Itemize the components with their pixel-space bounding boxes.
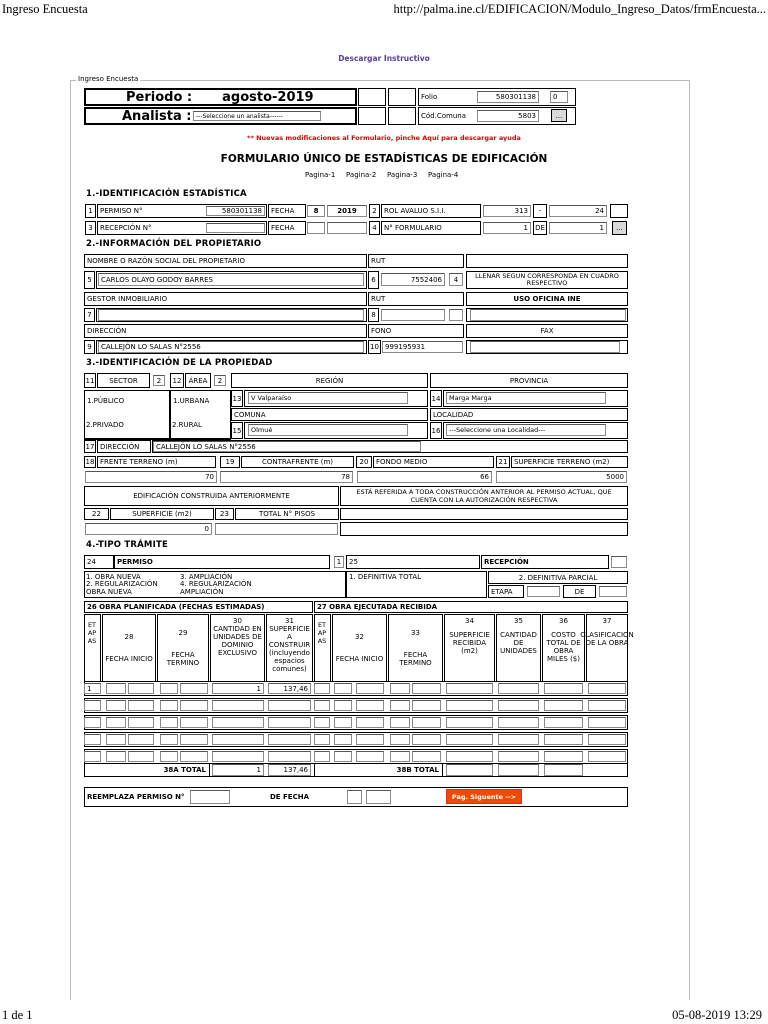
field-number-23: 23 bbox=[215, 508, 234, 520]
field-number-21: 21 bbox=[496, 456, 510, 468]
row-2-cell-9-input[interactable] bbox=[334, 700, 352, 711]
recepcion-tramite-input[interactable] bbox=[611, 556, 627, 568]
row-3-cell-4-input[interactable] bbox=[160, 717, 178, 728]
field-number-13: 13 bbox=[231, 390, 243, 407]
row-3-cell-10-input[interactable] bbox=[356, 717, 384, 728]
rol-separator: - bbox=[533, 204, 547, 218]
sector-label: SECTOR bbox=[97, 373, 150, 388]
col-29-label: FECHA TERMINO bbox=[166, 651, 200, 667]
row-3-cell-6-input[interactable] bbox=[212, 717, 264, 728]
col-30 bbox=[210, 614, 265, 682]
row-1-cell-3-input[interactable] bbox=[128, 683, 154, 694]
row-5-cell-10-input[interactable] bbox=[356, 751, 384, 762]
row-2-cell-15-input[interactable] bbox=[544, 700, 583, 711]
periodo-label: Periodo : bbox=[126, 89, 193, 105]
row-2-cell-6-input[interactable] bbox=[212, 700, 264, 711]
recepcion-input[interactable] bbox=[206, 223, 265, 233]
row-2-cell-13-input[interactable] bbox=[446, 700, 493, 711]
row-5-cell-1-input[interactable] bbox=[84, 751, 101, 762]
row-2-cell-10-input[interactable] bbox=[356, 700, 384, 711]
etapas-col-header-2 bbox=[314, 614, 331, 682]
download-instructions-link[interactable]: Descargar Instructivo bbox=[338, 54, 430, 63]
superficie-terreno-input[interactable]: 5000 bbox=[496, 471, 627, 483]
col-28 bbox=[102, 614, 156, 682]
col-37 bbox=[580, 614, 634, 682]
row-4-cell-11-input[interactable] bbox=[390, 734, 410, 745]
col-34-label: SUPERFICIE RECIBIDA (m2) bbox=[449, 631, 490, 655]
row-4-cell-9-input[interactable] bbox=[334, 734, 352, 745]
region-label: REGIÓN bbox=[231, 373, 428, 388]
fieldset-legend: Ingreso Encuesta bbox=[78, 75, 139, 83]
field-number-3: 3 bbox=[85, 221, 96, 235]
area-input[interactable]: 2 bbox=[214, 375, 226, 386]
fecha2-year-input[interactable] bbox=[327, 222, 367, 234]
row-4-cell-14-input[interactable] bbox=[498, 734, 539, 745]
field-number-10: 10 bbox=[368, 340, 381, 354]
row-3-cell-13-input[interactable] bbox=[446, 717, 493, 728]
fono-input[interactable]: 999195931 bbox=[382, 341, 463, 353]
total-pisos-input[interactable] bbox=[215, 523, 338, 535]
field-number-5: 5 bbox=[84, 271, 95, 289]
row-3-cell-3-input[interactable] bbox=[128, 717, 154, 728]
etapa-label: ETAPA bbox=[488, 585, 524, 598]
field-number-20: 20 bbox=[356, 456, 372, 468]
row-5-cell-14-input[interactable] bbox=[498, 751, 539, 762]
de-fecha-year-input[interactable] bbox=[366, 790, 391, 804]
row-5-cell-15-input[interactable] bbox=[544, 751, 583, 762]
permiso-tramite-label: PERMISO bbox=[114, 555, 330, 569]
provincia-label: PROVINCIA bbox=[430, 373, 628, 388]
field-number-6: 6 bbox=[368, 271, 379, 289]
row-1-cell-14-input[interactable] bbox=[498, 683, 539, 694]
formulario-a-input[interactable]: 1 bbox=[483, 222, 531, 234]
row-4-cell-12-input[interactable] bbox=[412, 734, 441, 745]
periodo-value: agosto-2019 bbox=[222, 89, 314, 105]
uso-oficina-label: USO OFICINA INE bbox=[466, 292, 628, 306]
field-number-16: 16 bbox=[430, 422, 442, 439]
row-1-cell-2-input[interactable] bbox=[106, 683, 126, 694]
frente-label: FRENTE TERRENO (m) bbox=[97, 456, 216, 468]
uso-oficina-input[interactable] bbox=[470, 309, 626, 321]
row-2-cell-1-input[interactable] bbox=[84, 700, 101, 711]
row-3-cell-12-input[interactable] bbox=[412, 717, 441, 728]
option-ampliacion[interactable]: 3. AMPLIACIÓN bbox=[180, 573, 233, 581]
row-2-cell-11-input[interactable] bbox=[390, 700, 410, 711]
permiso-label: PERMISO N° bbox=[97, 204, 267, 218]
row-4-cell-8-input[interactable] bbox=[314, 734, 330, 745]
rut2-input[interactable] bbox=[381, 309, 445, 321]
etapa-de-label: DE bbox=[563, 585, 596, 598]
row-2-cell-12-input[interactable] bbox=[412, 700, 441, 711]
urbana-option[interactable]: 1.URBANA bbox=[170, 390, 231, 439]
row-1-cell-12-input[interactable] bbox=[412, 683, 441, 694]
header-empty-1 bbox=[358, 88, 386, 106]
recepcion-label: RECEPCIÓN N° bbox=[97, 221, 267, 235]
row-4-cell-5-input[interactable] bbox=[180, 734, 208, 745]
row-3-cell-14-input[interactable] bbox=[498, 717, 539, 728]
total-pisos-label: TOTAL N° PISOS bbox=[235, 508, 339, 520]
row-2-cell-4-input[interactable] bbox=[160, 700, 178, 711]
rural-option[interactable]: 2.RURAL bbox=[172, 421, 202, 429]
col-33-num: 33 bbox=[411, 629, 420, 637]
row-2-cell-2-input[interactable] bbox=[106, 700, 126, 711]
frente-input[interactable]: 70 bbox=[85, 471, 217, 483]
row-1-cell-8-input[interactable] bbox=[314, 683, 330, 694]
field-number-1: 1 bbox=[85, 204, 96, 218]
esta-referida-empty-2 bbox=[340, 522, 628, 536]
privado-option[interactable]: 2.PRIVADO bbox=[86, 421, 124, 429]
fecha2-month-input[interactable] bbox=[307, 222, 325, 234]
folio-input[interactable]: 580301138 bbox=[477, 91, 539, 103]
col-36 bbox=[542, 614, 585, 682]
total-38b-label: 38B TOTAL bbox=[314, 763, 443, 777]
definitiva-parcial-option[interactable]: 2. DEFINITIVA PARCIAL bbox=[488, 571, 628, 584]
folio-extra-input[interactable]: 0 bbox=[550, 91, 568, 103]
col-28-label: FECHA INICIO bbox=[105, 655, 153, 663]
formulario-lookup-button[interactable]: ... bbox=[612, 221, 627, 235]
col-37-label: CLASIFICACION DE LA OBRA bbox=[580, 631, 634, 647]
col-36-label: COSTO TOTAL DE OBRA MILES ($) bbox=[546, 631, 581, 663]
de-fecha-month-input[interactable] bbox=[347, 790, 362, 804]
direccion-prop-label: DIRECCIÓN bbox=[97, 440, 151, 453]
col-29-num: 29 bbox=[178, 629, 188, 637]
localidad-cell bbox=[443, 422, 628, 439]
fecha-label: FECHA bbox=[268, 204, 306, 218]
col-33-label: FECHA TERMINO bbox=[399, 651, 432, 667]
row-3-cell-7-input[interactable] bbox=[268, 717, 311, 728]
analista-select[interactable]: ---Seleccione un analista------ bbox=[193, 111, 321, 121]
permiso-tramite-input[interactable]: 1 bbox=[334, 556, 344, 568]
de-fecha-label: DE FECHA bbox=[270, 793, 310, 801]
section-2-title: 2.-INFORMACIÓN DEL PROPIETARIO bbox=[86, 239, 262, 249]
direccion-prop-input[interactable]: CALLEJÓN LO SALAS N°2556 bbox=[153, 441, 421, 452]
row-2-cell-3-input[interactable] bbox=[128, 700, 154, 711]
gestor-label: GESTOR INMOBILIARIO bbox=[84, 292, 367, 306]
fondo-input[interactable]: 66 bbox=[357, 471, 492, 483]
row-5-cell-8-input[interactable] bbox=[314, 751, 330, 762]
row-4-cell-2-input[interactable] bbox=[106, 734, 126, 745]
option-obra-nueva[interactable]: 1. OBRA NUEVA bbox=[86, 573, 141, 581]
col-30-label: CANTIDAD EN UNIDADES DE DOMINIO EXCLUSIVO bbox=[213, 625, 262, 657]
header-empty-2 bbox=[358, 107, 386, 125]
formulario-de-label: DE bbox=[533, 221, 547, 235]
obra-ejecutada-header: 27 OBRA EJECUTADA RECIBIDA bbox=[314, 601, 628, 613]
col-37-num: 37 bbox=[602, 617, 612, 625]
field-number-2: 2 bbox=[369, 204, 380, 218]
row-5-cell-11-input[interactable] bbox=[390, 751, 410, 762]
permiso-input[interactable]: 580301138 bbox=[206, 206, 265, 216]
analista-label: Analista : bbox=[122, 108, 192, 124]
region-select[interactable]: V Valparaíso bbox=[248, 392, 408, 404]
col-36-num: 36 bbox=[559, 617, 568, 625]
row-2-cell-5-input[interactable] bbox=[180, 700, 208, 711]
row-4-cell-4-input[interactable] bbox=[160, 734, 178, 745]
fax-input[interactable] bbox=[470, 341, 620, 353]
cod-comuna-label: Cód.Comuna bbox=[421, 112, 466, 120]
row-4-cell-13-input[interactable] bbox=[446, 734, 493, 745]
row-3-cell-5-input[interactable] bbox=[180, 717, 208, 728]
field-number-11: 11 bbox=[84, 373, 96, 388]
row-5-cell-7-input[interactable] bbox=[268, 751, 311, 762]
row-3-cell-15-input[interactable] bbox=[544, 717, 583, 728]
rol-label: ROL AVALUO S.I.I. bbox=[381, 204, 481, 218]
fecha-year-input[interactable]: 2019 bbox=[327, 205, 367, 217]
page-tab-2[interactable]: Pagina-2 bbox=[346, 171, 377, 179]
field-number-24: 24 bbox=[84, 555, 114, 569]
row-1-cell-4-input[interactable] bbox=[160, 683, 178, 694]
formulario-b-input[interactable]: 1 bbox=[549, 222, 607, 234]
localidad-select[interactable]: ---Seleccione una Localidad--- bbox=[446, 424, 606, 436]
total-38a-cantidad[interactable]: 1 bbox=[212, 764, 264, 776]
row-4-cell-1-input[interactable] bbox=[84, 734, 101, 745]
nombre-input[interactable]: CARLOS OLAYO GODOY BARRES bbox=[98, 273, 364, 286]
reemplaza-label: REEMPLAZA PERMISO N° bbox=[87, 793, 185, 801]
etapas-label-2: ETAPAS bbox=[317, 621, 327, 645]
col-34 bbox=[444, 614, 495, 682]
row-3-cell-16-input[interactable] bbox=[588, 717, 626, 728]
print-header-title: Ingreso Encuesta bbox=[2, 2, 88, 16]
col-31-label: SUPERFICIE A CONSTRUIR (incluyendo espacios comunes) bbox=[268, 625, 311, 673]
col-32 bbox=[332, 614, 387, 682]
contrafrente-label: CONTRAFRENTE (m) bbox=[241, 456, 354, 468]
comuna-label: COMUNA bbox=[231, 408, 428, 421]
row-5-cell-3-input[interactable] bbox=[128, 751, 154, 762]
col-31 bbox=[266, 614, 313, 682]
obra-planificada-header: 26 OBRA PLANIFICADA (FECHAS ESTIMADAS) bbox=[84, 601, 313, 613]
edif-anterior-label: EDIFICACIÓN CONSTRUIDA ANTERIORMENTE bbox=[84, 486, 339, 506]
field-number-17: 17 bbox=[84, 440, 96, 453]
field-number-14: 14 bbox=[430, 390, 442, 407]
recepcion-tramite-label: RECEPCIÓN bbox=[481, 555, 609, 569]
row-1-cell-1-input[interactable]: 1 bbox=[84, 683, 101, 694]
comuna-select[interactable]: Olmué bbox=[248, 424, 408, 436]
row-5-cell-12-input[interactable] bbox=[412, 751, 441, 762]
sector-input[interactable]: 2 bbox=[153, 375, 165, 386]
field-number-9: 9 bbox=[84, 340, 95, 354]
row-1-cell-16-input[interactable] bbox=[588, 683, 626, 694]
rol-b-input[interactable]: 24 bbox=[549, 205, 607, 217]
page-tab-1[interactable]: Pagina-1 bbox=[305, 171, 336, 179]
periodo-box bbox=[84, 88, 357, 106]
rut-right-empty bbox=[466, 254, 628, 268]
col-34-num: 34 bbox=[465, 617, 474, 625]
rut2-dv-input[interactable] bbox=[449, 309, 463, 321]
next-page-button[interactable]: Pag. Siguente --> bbox=[446, 789, 522, 804]
field-number-4: 4 bbox=[369, 221, 380, 235]
rut2-label: RUT bbox=[368, 292, 464, 306]
folio-label: Folio bbox=[421, 93, 438, 101]
field-number-19: 19 bbox=[220, 456, 240, 468]
header-empty-4 bbox=[388, 107, 416, 125]
provincia-cell bbox=[443, 390, 628, 407]
row-5-cell-6-input[interactable] bbox=[212, 751, 264, 762]
row-5-cell-2-input[interactable] bbox=[106, 751, 126, 762]
row-2-cell-14-input[interactable] bbox=[498, 700, 539, 711]
region-cell bbox=[244, 390, 428, 407]
print-footer-date: 05-08-2019 13:29 bbox=[672, 1008, 762, 1022]
header-empty-3 bbox=[388, 88, 416, 106]
total-38a-label: 38A TOTAL bbox=[84, 763, 210, 777]
contrafrente-input[interactable]: 78 bbox=[220, 471, 353, 483]
esta-referida-note: ESTÁ REFERIDA A TODA CONSTRUCCIÓN ANTERIOR AL PERMISO ACTUAL, QUE CUENTA CON LA AUTORIZACIÓN RESPECTIVA bbox=[340, 486, 628, 506]
row-5-cell-5-input[interactable] bbox=[180, 751, 208, 762]
row-4-cell-15-input[interactable] bbox=[544, 734, 583, 745]
page-tab-4[interactable]: Pagina-4 bbox=[428, 171, 459, 179]
notice-link[interactable]: ** Nuevas modificaciones al Formulario, pinche Aquí para descargar ayuda bbox=[247, 134, 521, 142]
col-32-num: 32 bbox=[355, 633, 364, 641]
row-5-cell-4-input[interactable] bbox=[160, 751, 178, 762]
row-4-cell-3-input[interactable] bbox=[128, 734, 154, 745]
option-regularizacion-ampliacion[interactable]: 4. REGULARIZACIÓN AMPLIACIÓN bbox=[180, 580, 252, 596]
field-number-18: 18 bbox=[85, 458, 95, 466]
row-4-cell-6-input[interactable] bbox=[212, 734, 264, 745]
row-3-cell-9-input[interactable] bbox=[334, 717, 352, 728]
row-3-cell-1-input[interactable] bbox=[84, 717, 101, 728]
rol-empty bbox=[610, 204, 628, 218]
fono-label: FONO bbox=[368, 324, 464, 338]
row-1-cell-5-input[interactable] bbox=[180, 683, 208, 694]
cod-comuna-lookup-button[interactable]: ... bbox=[551, 109, 567, 122]
totals-row-frame bbox=[84, 763, 628, 777]
field-number-7: 7 bbox=[84, 308, 95, 322]
total-38a-superficie[interactable]: 137,46 bbox=[268, 764, 311, 776]
fax-label: FAX bbox=[466, 324, 628, 338]
form-title: FORMULARIO ÚNICO DE ESTADÍSTICAS DE EDIFICACIÓN bbox=[220, 153, 548, 165]
publico-option[interactable]: 1.PÚBLICO bbox=[84, 390, 170, 439]
col-35-label: CANTIDAD DE UNIDADES bbox=[500, 631, 537, 655]
comuna-cell bbox=[244, 422, 428, 439]
gestor-input[interactable] bbox=[98, 309, 364, 321]
cod-comuna-input[interactable]: 5803 bbox=[477, 110, 539, 122]
row-4-cell-7-input[interactable] bbox=[268, 734, 311, 745]
etapa-de-input[interactable] bbox=[599, 586, 627, 597]
fecha2-label: FECHA bbox=[268, 221, 306, 235]
row-1-cell-11-input[interactable] bbox=[390, 683, 410, 694]
field-number-12: 12 bbox=[170, 373, 184, 388]
col-35-num: 35 bbox=[514, 617, 523, 625]
row-3-cell-8-input[interactable] bbox=[314, 717, 330, 728]
row-1-cell-10-input[interactable] bbox=[356, 683, 384, 694]
direccion-input[interactable]: CALLEJÓN LO SALAS N°2556 bbox=[98, 341, 364, 353]
field-number-25: 25 bbox=[346, 555, 480, 569]
direccion-label: DIRECCIÓN bbox=[84, 324, 367, 338]
area-label: ÁREA bbox=[185, 373, 211, 388]
row-1-cell-6-input[interactable]: 1 bbox=[212, 683, 264, 694]
fecha-month-input[interactable]: 8 bbox=[307, 205, 325, 217]
superficie-m2-input[interactable]: 0 bbox=[85, 523, 212, 535]
col-35 bbox=[496, 614, 541, 682]
row-1-cell-7-input[interactable]: 137,46 bbox=[268, 683, 311, 694]
etapa-input[interactable] bbox=[527, 586, 560, 597]
nombre-label: NOMBRE O RAZÓN SOCIAL DEL PROPIETARIO bbox=[84, 254, 367, 268]
fondo-label: FONDO MEDIO bbox=[373, 456, 494, 468]
row-5-cell-9-input[interactable] bbox=[334, 751, 352, 762]
rut-input[interactable]: 7552406 bbox=[381, 273, 445, 286]
section-3-title: 3.-IDENTIFICACIÓN DE LA PROPIEDAD bbox=[86, 358, 273, 368]
section-1-title: 1.-IDENTIFICACIÓN ESTADÍSTICA bbox=[86, 189, 247, 199]
print-footer-page: 1 de 1 bbox=[2, 1008, 33, 1022]
print-header-url: http://palma.ine.cl/EDIFICACION/Modulo_Ingreso_Datos/frmEncuesta... bbox=[393, 2, 766, 16]
col-29 bbox=[157, 614, 209, 682]
page-tab-3[interactable]: Pagina-3 bbox=[387, 171, 418, 179]
section-4-title: 4.-TIPO TRÁMITE bbox=[86, 540, 168, 550]
formulario-label: N° FORMULARIO bbox=[381, 221, 481, 235]
field-number-15: 15 bbox=[231, 422, 243, 439]
etapas-col-header bbox=[84, 614, 101, 682]
row-5-cell-13-input[interactable] bbox=[446, 751, 493, 762]
superficie-m2-label: SUPERFICIE (m2) bbox=[110, 508, 214, 520]
row-2-cell-16-input[interactable] bbox=[588, 700, 626, 711]
localidad-label: LOCALIDAD bbox=[430, 408, 628, 421]
row-2-cell-8-input[interactable] bbox=[314, 700, 330, 711]
row-4-cell-10-input[interactable] bbox=[356, 734, 384, 745]
rut-dv-input[interactable]: 4 bbox=[449, 273, 463, 286]
provincia-select[interactable]: Marga Marga bbox=[446, 392, 606, 404]
rut-label: RUT bbox=[368, 254, 464, 268]
llenar-note: LLENAR SEGUN CORRESPONDA EN CUADRO RESPECTIVO bbox=[466, 271, 628, 289]
field-number-22: 22 bbox=[84, 508, 109, 520]
row-3-cell-11-input[interactable] bbox=[390, 717, 410, 728]
row-1-cell-15-input[interactable] bbox=[544, 683, 583, 694]
row-1-cell-9-input[interactable] bbox=[334, 683, 352, 694]
reemplaza-input[interactable] bbox=[190, 790, 230, 804]
superficie-terreno-label: SUPERFICIE TERRENO (m2) bbox=[511, 456, 628, 468]
row-2-cell-7-input[interactable] bbox=[268, 700, 311, 711]
rol-a-input[interactable]: 313 bbox=[483, 205, 531, 217]
option-regularizacion-obra-nueva[interactable]: 2. REGULARIZACIÓN OBRA NUEVA bbox=[86, 580, 158, 596]
row-5-cell-16-input[interactable] bbox=[588, 751, 626, 762]
definitiva-total-option[interactable]: 1. DEFINITIVA TOTAL bbox=[346, 571, 487, 598]
field-number-8: 8 bbox=[368, 308, 379, 322]
esta-referida-empty-1 bbox=[340, 508, 628, 520]
row-1-cell-13-input[interactable] bbox=[446, 683, 493, 694]
row-3-cell-2-input[interactable] bbox=[106, 717, 126, 728]
col-33 bbox=[388, 614, 443, 682]
col-30-num: 30 bbox=[233, 617, 242, 625]
col-32-label: FECHA INICIO bbox=[335, 655, 384, 663]
etapas-label: ETAPAS bbox=[87, 621, 97, 645]
row-4-cell-16-input[interactable] bbox=[588, 734, 626, 745]
col-28-num: 28 bbox=[124, 633, 134, 641]
col-31-num: 31 bbox=[285, 617, 294, 625]
